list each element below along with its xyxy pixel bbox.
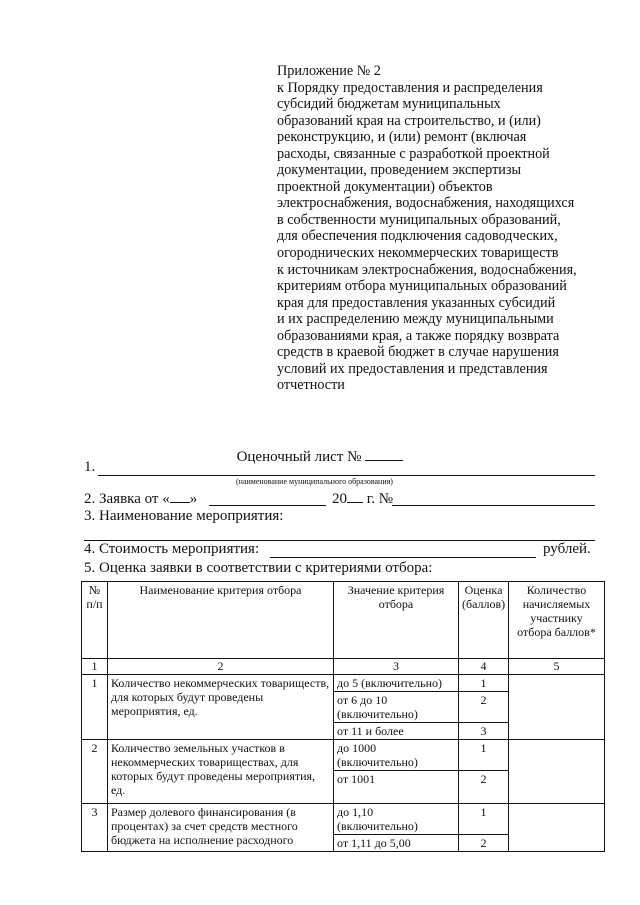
row-num: 3 [82,804,108,852]
appendix-line: электроснабжения, водоснабжения, находящихся [277,195,575,212]
appendix-line: огороднических некоммерческих товариществ [277,245,559,262]
appendix-line: и их распределению между муниципальными [277,311,554,328]
awarded-points-cell[interactable] [509,804,605,852]
appendix-title: Приложение № 2 [277,63,381,79]
table-header-row [82,582,605,659]
application-date-label: 2. Заявка от « [84,491,170,507]
header-name: Наименование критерия отбора [108,582,334,659]
criterion-value: до 5 (включительно) [334,675,459,692]
row-num: 2 [82,740,108,804]
header-value: Значение критерия отбора [334,582,459,659]
criterion-name: Количество земельных участков в некоммерческих товариществах, для которых будут проведены мероприятия, ед. [108,740,334,804]
criterion-score: 1 [459,804,509,835]
col-number: 3 [334,659,459,675]
event-cost-unit: рублей. [543,541,591,557]
application-number-label: г. № [366,491,394,507]
criterion-score: 2 [459,835,509,852]
awarded-points-cell[interactable] [509,740,605,804]
year-prefix: 20 [332,491,347,507]
awarded-points-cell[interactable] [509,675,605,740]
appendix-line: в собственности муниципальных образований, [277,211,561,228]
criterion-name: Размер долевого финансирования (в процентах) за счет средств местного бюджета на исполнение расходного [108,804,334,852]
evaluation-label: 5. Оценка заявки в соответствии с критериями отбора: [84,560,433,576]
col-number: 2 [108,659,334,675]
event-cost-label: 4. Стоимость мероприятия: [84,541,260,557]
header-count: Количество начисляемых участнику отбора баллов* [509,582,605,659]
criterion-value: от 1,11 до 5,00 [334,835,459,852]
criterion-value: от 1001 [334,771,459,804]
criterion-score: 2 [459,771,509,804]
table-row [82,804,605,835]
appendix-line: образованиями края, а также порядку возврата [277,327,560,344]
row-num: 1 [82,675,108,740]
col-number: 4 [459,659,509,675]
appendix-line: критериям отбора муниципальных образований [277,278,567,295]
appendix-line: расходы, связанные с разработкой проектной [277,145,550,162]
appendix-line: проектной документации) объектов [277,178,493,195]
criterion-value: до 1,10 (включительно) [334,804,459,835]
quote-close: » [189,491,198,507]
appendix-line: средств в краевой бюджет в случае нарушения [277,344,559,361]
criterion-score: 1 [459,740,509,771]
appendix-line: к Порядку предоставления и распределения [277,79,543,96]
form-title-text: Оценочный лист № [236,449,362,465]
item1-number: 1. [84,459,96,475]
criterion-score: 3 [459,723,509,740]
appendix-line: для обеспечения подключения садоводческих, [277,228,558,245]
criterion-score: 1 [459,675,509,692]
appendix-line: образований края на строительство, и (или) [277,112,541,129]
table-row [82,740,605,771]
criterion-score: 2 [459,692,509,723]
appendix-line: субсидий бюджетам муниципальных [277,96,501,113]
event-name-label: 3. Наименование мероприятия: [84,508,284,524]
appendix-line: реконструкцию, и (или) ремонт (включая [277,129,527,146]
table-row [82,675,605,692]
header-score: Оценка (баллов) [459,582,509,659]
criterion-name: Количество некоммерческих товариществ, для которых будут проведены мероприятия, ед. [108,675,334,740]
appendix-line: к источникам электроснабжения, водоснабжения, [277,261,577,278]
header-num: № п/п [82,582,108,659]
municipality-caption: (наименование муниципального образования) [236,477,393,486]
col-number: 5 [509,659,605,675]
appendix-line: документации, проведением экспертизы [277,162,521,179]
criteria-table [81,581,605,852]
criterion-value: от 11 и более [334,723,459,740]
criterion-value: до 1000 (включительно) [334,740,459,771]
column-number-row [82,659,605,675]
appendix-line: условий их предоставления и представления [277,360,548,377]
appendix-line: отчетности [277,377,345,394]
appendix-line: края для предоставления указанных субсидий [277,294,556,311]
col-number: 1 [82,659,108,675]
criterion-value: от 6 до 10 (включительно) [334,692,459,723]
